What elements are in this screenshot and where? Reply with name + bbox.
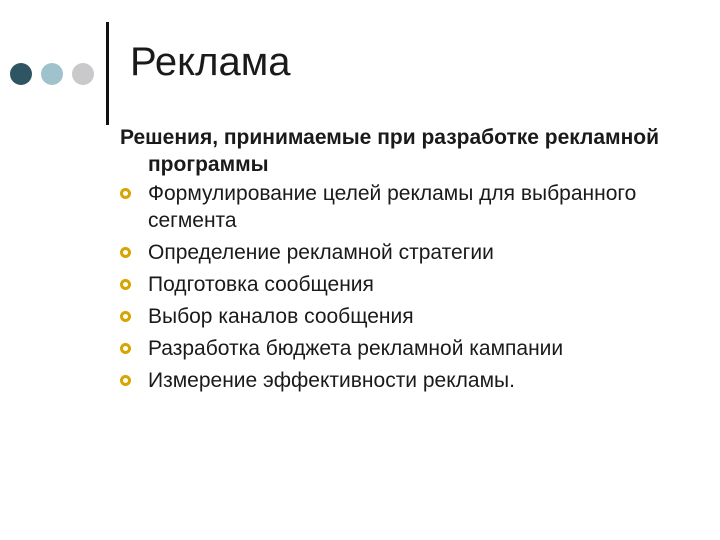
decorative-dots (10, 63, 100, 85)
ring-bullet-icon (120, 247, 131, 258)
lead-text: Решения, принимаемые при разработке рекламной программы (120, 126, 659, 176)
ring-bullet-icon (120, 343, 131, 354)
slide-content (120, 124, 690, 399)
list-item-text: Выбор каналов сообщения (148, 305, 414, 328)
list-item-text: Разработка бюджета рекламной кампании (148, 337, 564, 360)
dark-circle-icon (10, 63, 32, 85)
list-item (120, 239, 690, 266)
list-item-text: Формулирование целей рекламы для выбранного сегмента (148, 182, 637, 232)
list-item (120, 367, 690, 394)
list-item-text: Подготовка сообщения (148, 273, 374, 296)
list-item-text: Определение рекламной стратегии (148, 241, 494, 264)
ring-bullet-icon (120, 375, 131, 386)
ring-bullet-icon (120, 279, 131, 290)
list-item (120, 271, 690, 298)
list-item-text: Измерение эффективности рекламы. (148, 369, 515, 392)
bullet-list (120, 180, 690, 394)
ring-bullet-icon (120, 311, 131, 322)
slide-title: Реклама (130, 40, 291, 84)
list-item (120, 303, 690, 330)
title-divider (106, 22, 109, 125)
list-item (120, 180, 690, 234)
teal-circle-icon (41, 63, 63, 85)
gray-circle-icon (72, 63, 94, 85)
list-item (120, 335, 690, 362)
ring-bullet-icon (120, 188, 131, 199)
